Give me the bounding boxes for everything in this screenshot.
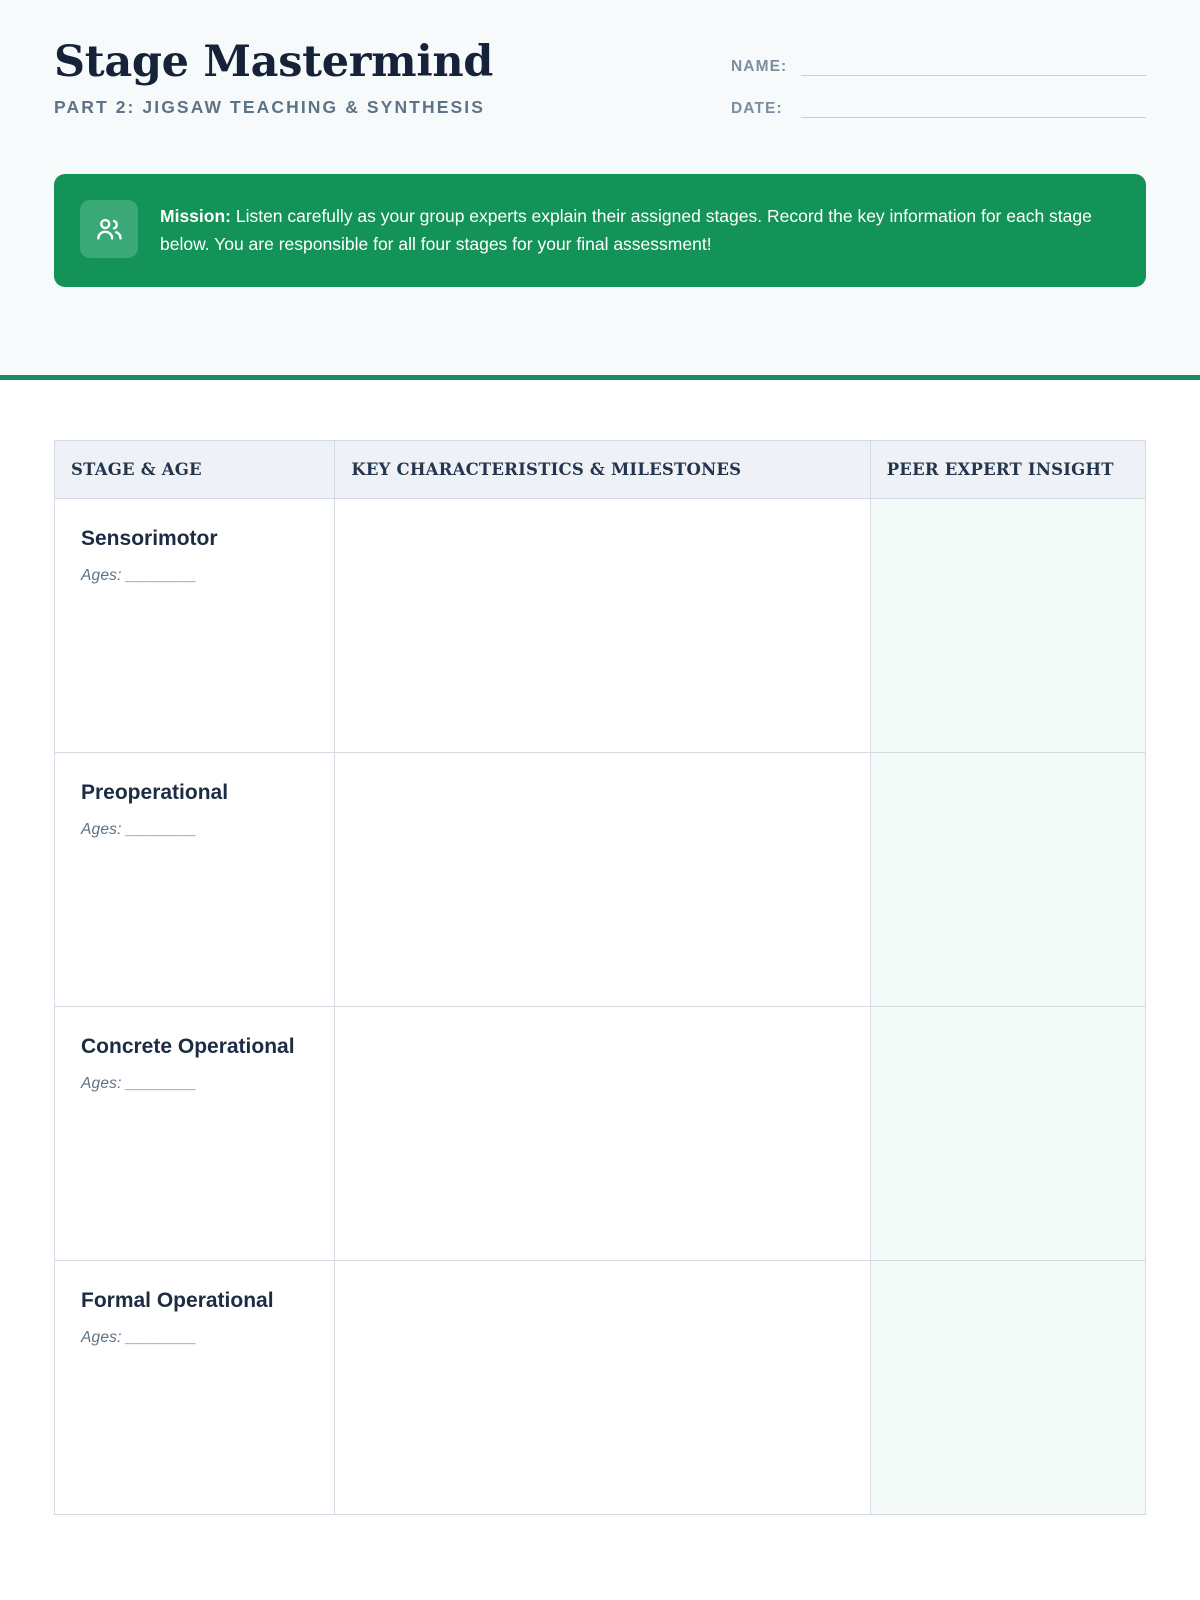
name-input[interactable] bbox=[801, 56, 1146, 76]
stage-name: Preoperational bbox=[81, 781, 229, 804]
stage-ages-field[interactable]: Ages: ________ bbox=[81, 1075, 197, 1093]
mission-label: Mission: bbox=[160, 206, 231, 226]
stage-ages-field[interactable]: Ages: ________ bbox=[81, 1329, 197, 1347]
stage-table-wrap bbox=[0, 380, 1200, 1515]
mission-body: Listen carefully as your group experts explain their assigned stages. Record the key information for each stage below. You are responsible for all four stages for your final assessment! bbox=[160, 206, 1092, 255]
stage-ages-field[interactable]: Ages: ________ bbox=[81, 567, 197, 585]
table-row bbox=[55, 753, 1146, 1007]
stage-name: Sensorimotor bbox=[81, 527, 218, 550]
header-band bbox=[0, 0, 1200, 380]
date-input[interactable] bbox=[801, 98, 1146, 118]
page-subtitle: PART 2: JIGSAW TEACHING & SYNTHESIS bbox=[54, 96, 485, 117]
stage-table bbox=[54, 440, 1146, 1515]
stage-name: Formal Operational bbox=[81, 1289, 274, 1312]
date-row bbox=[731, 98, 1146, 118]
table-header-row bbox=[55, 441, 1146, 499]
column-header-peer-insight: PEER EXPERT INSIGHT bbox=[870, 441, 1145, 499]
characteristics-cell-preoperational[interactable] bbox=[335, 753, 870, 1007]
column-header-stage: STAGE & AGE bbox=[55, 441, 335, 499]
date-label: DATE: bbox=[731, 100, 783, 117]
column-header-characteristics: KEY CHARACTERISTICS & MILESTONES bbox=[335, 441, 870, 499]
peer-insight-cell-preoperational[interactable] bbox=[870, 753, 1145, 1007]
characteristics-cell-formal-operational[interactable] bbox=[335, 1261, 870, 1515]
peer-insight-cell-formal-operational[interactable] bbox=[870, 1261, 1145, 1515]
table-row bbox=[55, 1007, 1146, 1261]
page-title: Stage Mastermind bbox=[54, 37, 494, 87]
characteristics-cell-concrete-operational[interactable] bbox=[335, 1007, 870, 1261]
stage-cell-sensorimotor bbox=[55, 499, 335, 753]
header-top bbox=[54, 38, 1146, 140]
name-row bbox=[731, 56, 1146, 76]
stage-table-body bbox=[55, 499, 1146, 1515]
stage-ages-field[interactable]: Ages: ________ bbox=[81, 821, 197, 839]
peer-insight-cell-concrete-operational[interactable] bbox=[870, 1007, 1145, 1261]
mission-text bbox=[160, 200, 1116, 259]
stage-cell-preoperational bbox=[55, 753, 335, 1007]
table-row bbox=[55, 499, 1146, 753]
stage-cell-concrete-operational bbox=[55, 1007, 335, 1261]
stage-table-head bbox=[55, 441, 1146, 499]
characteristics-cell-sensorimotor[interactable] bbox=[335, 499, 870, 753]
stage-cell-formal-operational bbox=[55, 1261, 335, 1515]
name-label: NAME: bbox=[731, 58, 788, 75]
title-block bbox=[54, 38, 493, 118]
meta-block bbox=[731, 38, 1146, 140]
peer-insight-cell-sensorimotor[interactable] bbox=[870, 499, 1145, 753]
mission-callout bbox=[54, 174, 1146, 287]
table-row bbox=[55, 1261, 1146, 1515]
people-group-icon bbox=[80, 200, 138, 258]
stage-name: Concrete Operational bbox=[81, 1035, 295, 1058]
